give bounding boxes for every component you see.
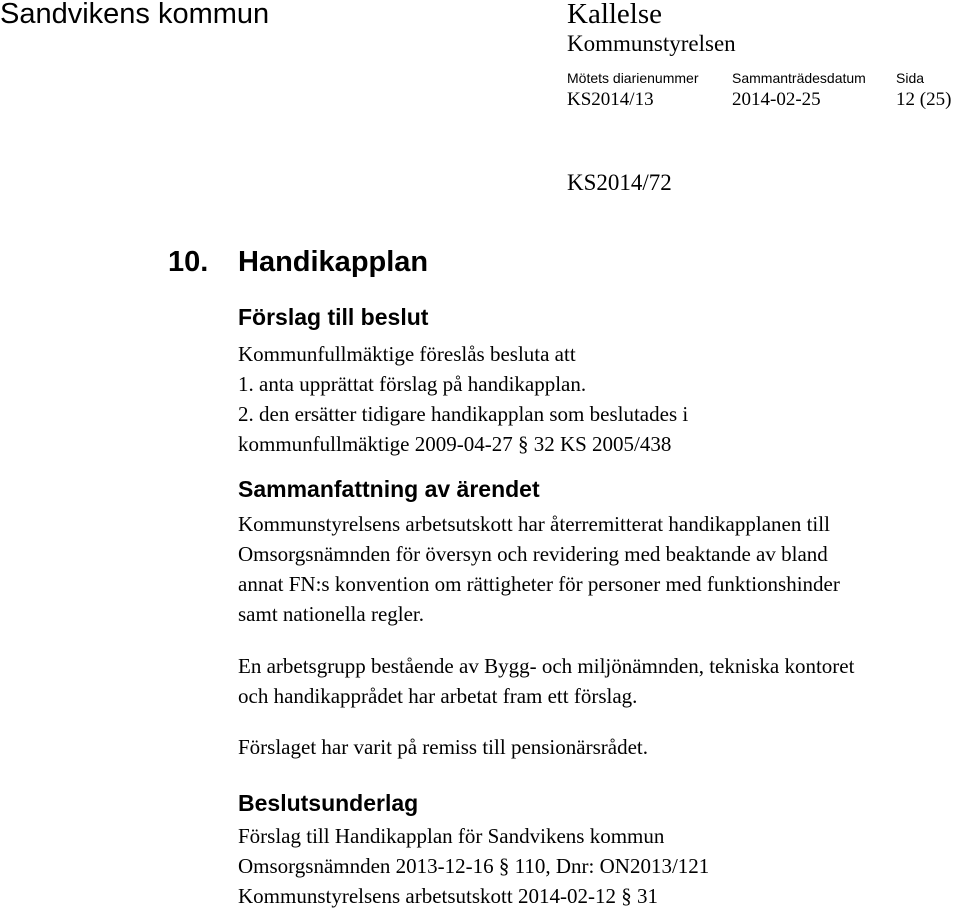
basis-list bbox=[238, 821, 709, 911]
meeting-date-label: Sammanträdesdatum bbox=[732, 70, 866, 86]
organization-name: Sandvikens kommun bbox=[0, 0, 270, 30]
summary-line: och handikapprådet har arbetat fram ett förslag. bbox=[238, 684, 638, 708]
proposal-line: Kommunfullmäktige föreslås besluta att bbox=[238, 342, 576, 366]
meeting-number-value: KS2014/13 bbox=[567, 89, 654, 110]
summary-heading: Sammanfattning av ärendet bbox=[238, 476, 540, 502]
summary-paragraph-1 bbox=[238, 509, 840, 629]
proposal-heading: Förslag till beslut bbox=[238, 304, 429, 330]
summary-line: Kommunstyrelsens arbetsutskott har återremitterat handikapplanen till bbox=[238, 512, 830, 536]
item-title: Handikapplan bbox=[238, 246, 429, 278]
page-label: Sida bbox=[896, 70, 925, 86]
committee-name: Kommunstyrelsen bbox=[567, 31, 736, 56]
case-reference: KS2014/72 bbox=[567, 170, 672, 195]
summary-line: Förslaget har varit på remiss till pensionärsrådet. bbox=[238, 735, 648, 759]
basis-item: Kommunstyrelsens arbetsutskott 2014-02-12 § 31 bbox=[238, 884, 658, 908]
summary-paragraph-3 bbox=[238, 732, 648, 762]
meeting-number-label: Mötets diarienummer bbox=[567, 70, 699, 86]
summary-line: samt nationella regler. bbox=[238, 602, 425, 626]
summary-paragraph-2 bbox=[238, 651, 854, 711]
page-value: 12 (25) bbox=[896, 89, 952, 110]
summary-line: annat FN:s konvention om rättigheter för personer med funktionshinder bbox=[238, 572, 840, 596]
basis-heading: Beslutsunderlag bbox=[238, 790, 419, 816]
proposal-line: 1. anta upprättat förslag på handikapplan. bbox=[238, 372, 587, 396]
summary-line: En arbetsgrupp bestående av Bygg- och miljönämnden, tekniska kontoret bbox=[238, 654, 855, 678]
basis-item: Omsorgsnämnden 2013-12-16 § 110, Dnr: ON2013/121 bbox=[238, 854, 710, 878]
proposal-line: 2. den ersätter tidigare handikapplan som beslutades i bbox=[238, 402, 689, 426]
meeting-date-value: 2014-02-25 bbox=[732, 89, 821, 110]
proposal-text bbox=[238, 339, 688, 459]
summary-line: Omsorgsnämnden för översyn och revidering med beaktande av bland bbox=[238, 542, 828, 566]
basis-item: Förslag till Handikapplan för Sandvikens kommun bbox=[238, 824, 665, 848]
proposal-line: kommunfullmäktige 2009-04-27 § 32 KS 2005/438 bbox=[238, 432, 672, 456]
item-number: 10. bbox=[168, 246, 209, 278]
document-type: Kallelse bbox=[567, 0, 663, 30]
